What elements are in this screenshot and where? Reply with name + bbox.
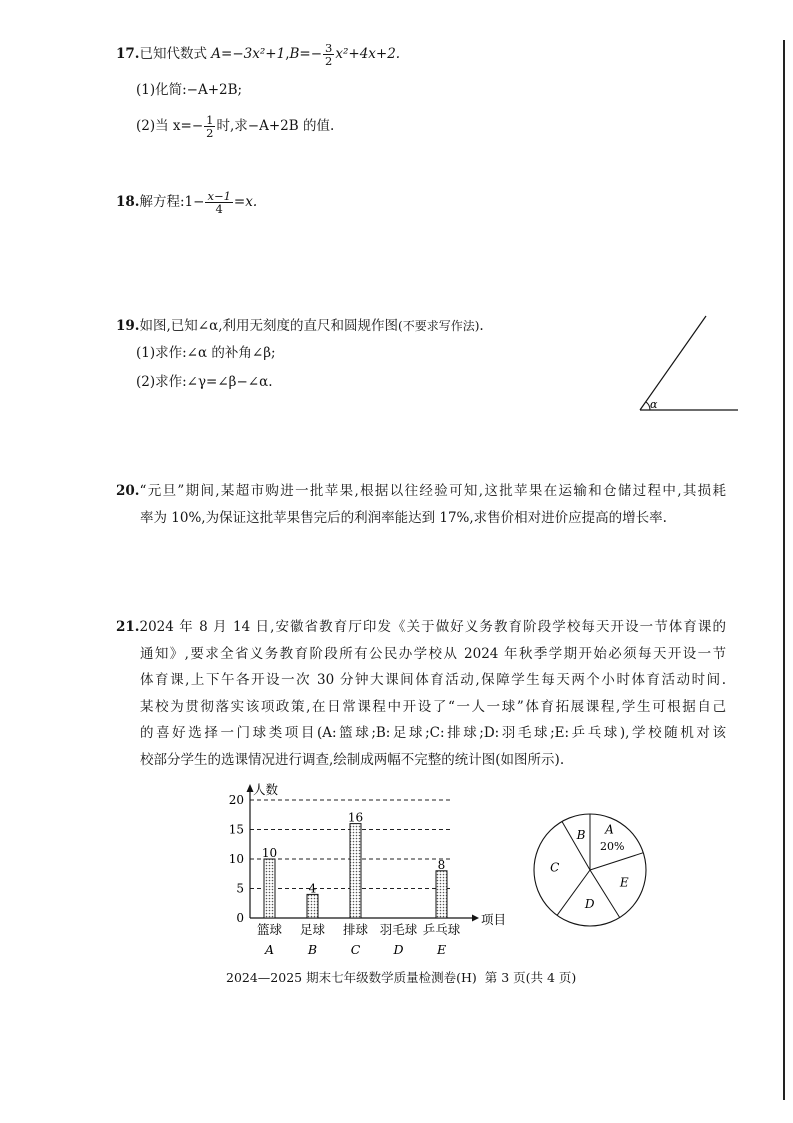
x-category-label: 足球 bbox=[299, 922, 326, 937]
q17-part2-frac-denominator: 2 bbox=[206, 126, 214, 140]
pie-label-E: E bbox=[619, 875, 629, 890]
x-category-label: 篮球 bbox=[256, 922, 283, 937]
q21-number: 21. bbox=[116, 619, 140, 635]
y-tick-label: 10 bbox=[228, 852, 244, 866]
q19-stem-text: 如图,已知∠α,利用无刻度的直尺和圆规作图 bbox=[139, 318, 399, 334]
y-tick-label: 20 bbox=[228, 793, 244, 807]
q19-part2: (2)求作:∠γ=∠β−∠α. bbox=[136, 374, 273, 390]
q17-stem-text: 已知代数式 bbox=[139, 46, 212, 62]
q18-frac-numerator: x−1 bbox=[207, 189, 231, 203]
x-category-letter: E bbox=[436, 942, 447, 957]
bar-chart bbox=[220, 780, 510, 960]
q21-body bbox=[116, 614, 726, 773]
bar-value-label: 4 bbox=[308, 881, 317, 896]
q17-part1: (1)化简:−A+2B; bbox=[136, 82, 243, 98]
pie-label-B: B bbox=[576, 828, 586, 843]
q18-number: 18. bbox=[116, 194, 140, 210]
footer-title: 2024—2025 期末七年级数学质量检测卷(H) bbox=[226, 970, 477, 985]
y-tick-label: 5 bbox=[236, 881, 244, 896]
q17-B-frac-denominator: 2 bbox=[325, 54, 333, 68]
q21-line4: 某校为贯彻落实该项政策,在日常课程中开设了“一人一球”体育拓展课程,学生可根据自己 bbox=[140, 698, 726, 715]
q17-stem bbox=[116, 42, 400, 67]
q17-B-definition-post: x²+4x+2. bbox=[335, 46, 401, 62]
q20-line1 bbox=[116, 478, 726, 505]
x-category-letter: B bbox=[307, 942, 318, 957]
y-tick-label: 0 bbox=[236, 911, 244, 925]
q21-line1-text: 2024 年 8 月 14 日,安徽省教育厅印发《关于做好义务教育阶段学校每天开设一节体育课的 bbox=[139, 619, 726, 635]
q18-post: =x. bbox=[233, 194, 258, 210]
pie-label-D: D bbox=[584, 896, 595, 911]
pie-annotation-A-percent: 20% bbox=[600, 840, 625, 853]
angle-ray-slanted bbox=[640, 316, 706, 410]
q17-B-frac-numerator: 3 bbox=[325, 41, 333, 55]
x-category-label: 排球 bbox=[342, 922, 369, 937]
q19-note: (不要求写作法) bbox=[398, 319, 480, 333]
q18-fraction bbox=[205, 190, 232, 215]
bar-E bbox=[436, 871, 447, 918]
q17-separator: , bbox=[285, 46, 290, 62]
q17-part2 bbox=[136, 114, 334, 139]
x-category-label: 羽毛球 bbox=[379, 922, 418, 937]
bar-value-label: 8 bbox=[437, 857, 446, 872]
pie-label-C: C bbox=[550, 860, 560, 875]
q20-line2: 率为 10%,为保证这批苹果售完后的利润率能达到 17%,求售价相对进价应提高的增长率. bbox=[140, 509, 667, 526]
x-axis-label: 项目 bbox=[481, 912, 507, 927]
q21-line3: 体育课,上下午各开设一次 30 分钟大课间体育活动,保障学生每天两个小时体育活动时间. bbox=[140, 672, 726, 688]
x-axis-arrow bbox=[472, 915, 479, 922]
q21-line1 bbox=[116, 614, 726, 641]
q21-line2: 通知》,要求全省义务教育阶段所有公民办学校从 2024 年秋季学期开始必须每天开设一节 bbox=[140, 645, 726, 662]
page-footer bbox=[226, 968, 580, 986]
angle-alpha-label: α bbox=[650, 398, 658, 411]
footer-page: 第 3 页(共 4 页) bbox=[484, 970, 577, 985]
q20-number: 20. bbox=[116, 483, 140, 499]
x-category-label: 乒乓球 bbox=[422, 922, 461, 937]
q18-frac-denominator: 4 bbox=[215, 202, 223, 216]
q19-number: 19. bbox=[116, 318, 140, 334]
page-edge-line bbox=[783, 40, 785, 1100]
q18-stem-text: 解方程:1− bbox=[139, 194, 205, 210]
q17-A-definition: A=−3x²+1 bbox=[211, 46, 286, 62]
bar-value-label: 10 bbox=[261, 846, 278, 860]
q17-B-fraction bbox=[323, 42, 334, 67]
q19-part1: (1)求作:∠α 的补角∠β; bbox=[136, 345, 276, 361]
y-tick-label: 15 bbox=[228, 822, 244, 837]
q21-line5: 的喜好选择一门球类项目(A:篮球;B:足球;C:排球;D:羽毛球;E:乒乓球),学校随机对该 bbox=[140, 725, 726, 741]
pie-chart bbox=[530, 810, 670, 930]
y-axis-label: 人数 bbox=[253, 782, 279, 797]
q19-end: . bbox=[479, 318, 484, 334]
q17-part2-fraction bbox=[204, 114, 215, 139]
q17-part2-post: 时,求−A+2B 的值. bbox=[216, 118, 335, 134]
q17-B-definition-pre: B=− bbox=[289, 46, 323, 62]
q18-stem bbox=[116, 190, 257, 215]
q20-body bbox=[116, 478, 726, 531]
bar-value-label: 16 bbox=[347, 810, 364, 825]
x-category-letter: D bbox=[393, 942, 404, 957]
q21-line6: 校部分学生的选课情况进行调查,绘制成两幅不完整的统计图(如图所示). bbox=[140, 751, 565, 768]
bar-C bbox=[350, 824, 361, 918]
q17-part2-frac-numerator: 1 bbox=[206, 113, 214, 127]
q20-line1-text: “元旦”期间,某超市购进一批苹果,根据以往经验可知,这批苹果在运输和仓储过程中,其损耗 bbox=[139, 483, 726, 499]
q19-stem bbox=[116, 316, 484, 336]
pie-label-A: A bbox=[605, 822, 614, 837]
bar-B bbox=[307, 894, 318, 918]
q19-angle-figure bbox=[630, 310, 745, 420]
bar-A bbox=[264, 859, 275, 918]
x-category-letter: C bbox=[350, 942, 361, 957]
q17-part2-pre: (2)当 x=− bbox=[136, 118, 204, 134]
x-category-letter: A bbox=[264, 942, 275, 957]
q17-number: 17. bbox=[116, 46, 140, 62]
